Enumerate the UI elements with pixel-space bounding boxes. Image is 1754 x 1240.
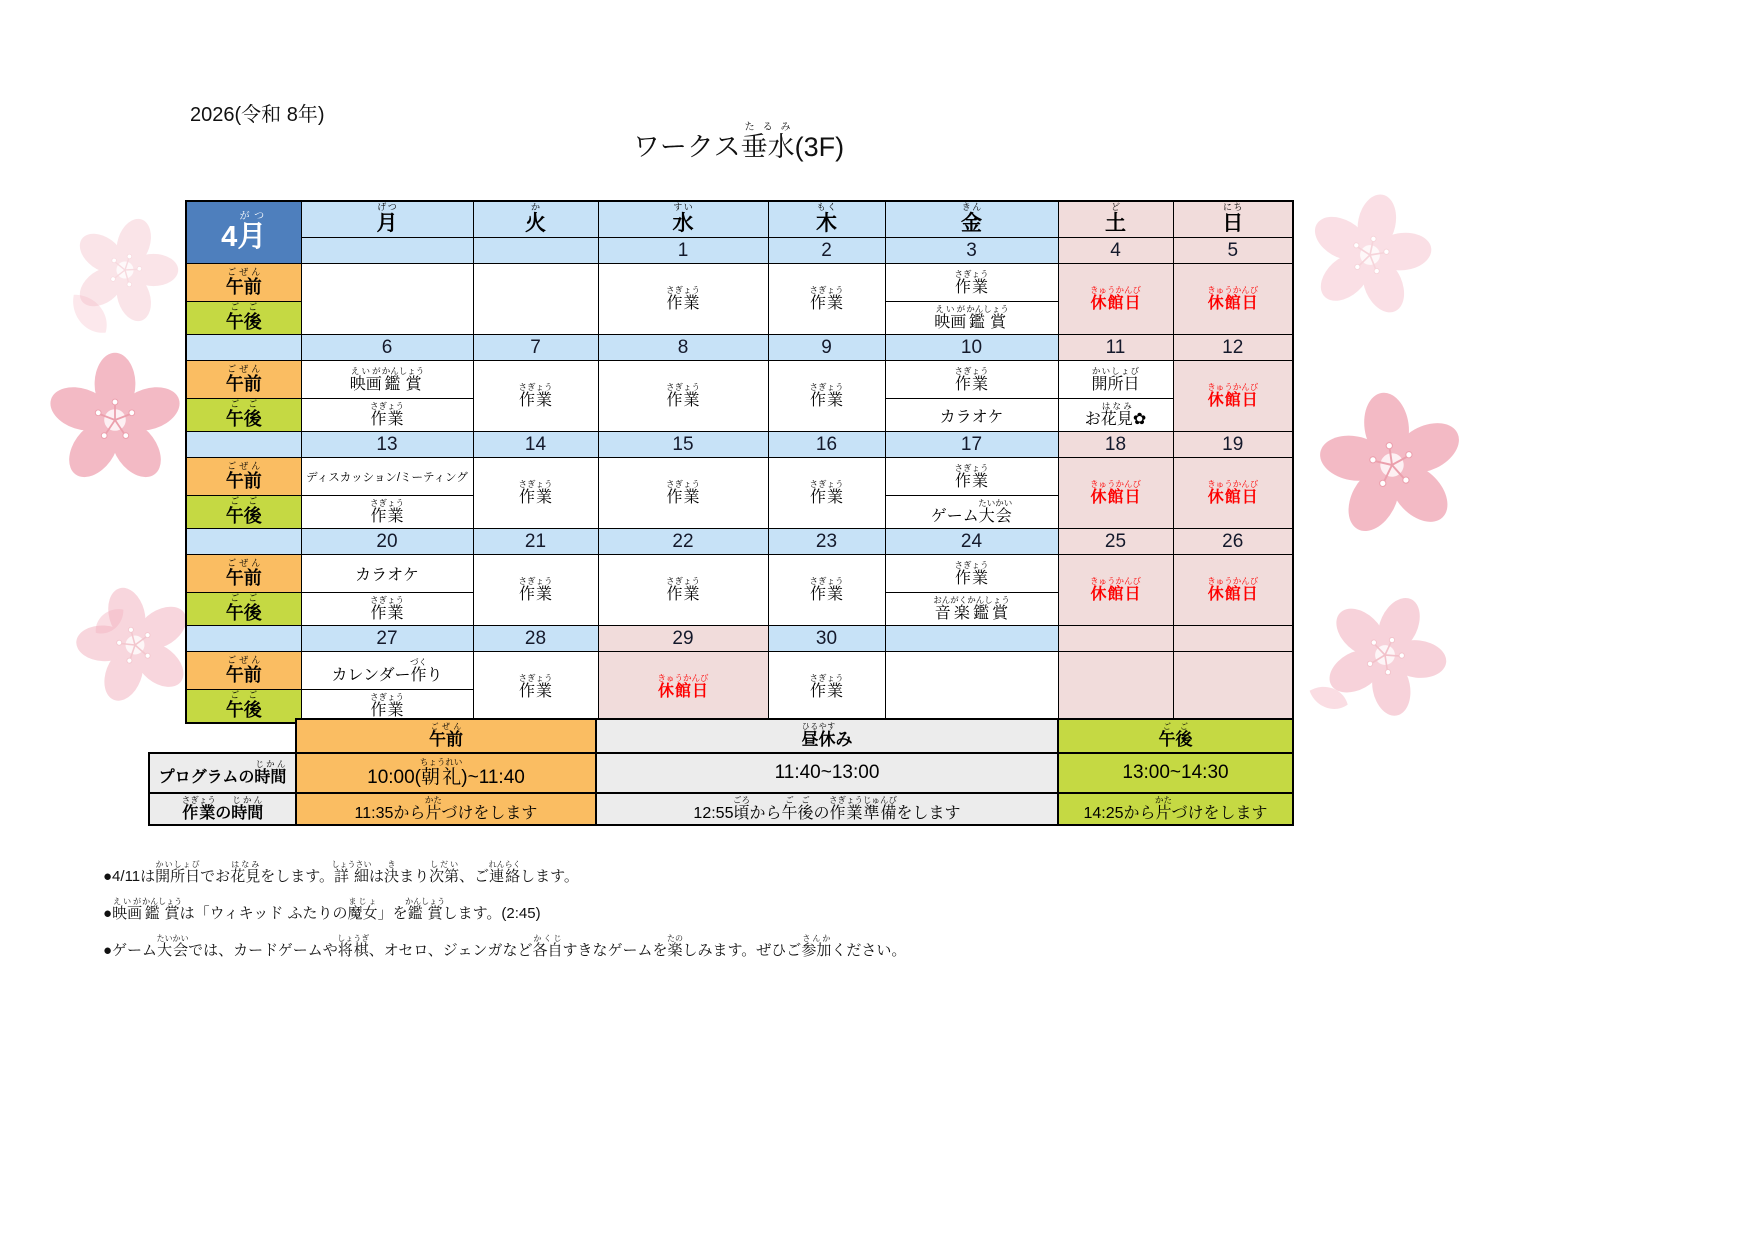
day-header: 火か [473, 201, 598, 238]
activity-cell-am: 映画えいが鑑賞かんしょう [301, 361, 473, 399]
date-cell: 13 [301, 432, 473, 458]
date-cell [1058, 626, 1173, 652]
date-cell: 29 [598, 626, 768, 652]
schedule-value-pm: 14:25から片かたづけをします [1058, 793, 1293, 825]
day-header: 土ど [1058, 201, 1173, 238]
date-row-spacer [186, 529, 301, 555]
activity-cell: 休館日きゅうかんび [1173, 361, 1293, 432]
date-cell: 12 [1173, 335, 1293, 361]
date-row-spacer [186, 626, 301, 652]
date-cell: 2 [768, 238, 885, 264]
schedule-value-am: 11:35から片かたづけをします [296, 793, 596, 825]
activity-cell: 作業さぎょう [598, 361, 768, 432]
activity-cell [885, 652, 1058, 724]
sakura-blossom [1307, 382, 1478, 546]
schedule-row-label: 作業さぎょうの時間じかん [149, 793, 296, 825]
date-cell: 10 [885, 335, 1058, 361]
date-row-spacer [186, 335, 301, 361]
date-cell [473, 238, 598, 264]
activity-cell-am: 作業さぎょう [885, 361, 1058, 399]
date-row-spacer [186, 432, 301, 458]
activity-cell: 休館日きゅうかんび [1058, 264, 1173, 335]
date-cell: 8 [598, 335, 768, 361]
day-header: 木もく [768, 201, 885, 238]
date-cell: 25 [1058, 529, 1173, 555]
sakura-blossom [45, 353, 185, 487]
am-row-label: 午前ごぜん [186, 264, 301, 302]
activity-cell: 休館日きゅうかんび [1058, 458, 1173, 529]
schedule-value-pm: 13:00~14:30 [1058, 753, 1293, 793]
pm-row-label: 午後ごご [186, 399, 301, 432]
schedule-value-am: 10:00(朝礼ちょうれい)~11:40 [296, 753, 596, 793]
time-schedule-table [148, 718, 1294, 826]
activity-cell-am: 作業さぎょう [885, 555, 1058, 593]
activity-cell: 作業さぎょう [768, 458, 885, 529]
schedule-value-lunch: 12:55頃ごろから午後ごごの作業準備さぎょうじゅんびをします [596, 793, 1058, 825]
sakura-petal [90, 603, 129, 640]
calendar-table [185, 200, 1294, 724]
activity-cell: 作業さぎょう [473, 458, 598, 529]
date-cell: 7 [473, 335, 598, 361]
activity-cell: 作業さぎょう [598, 458, 768, 529]
date-cell: 28 [473, 626, 598, 652]
date-cell: 24 [885, 529, 1058, 555]
schedule-value-lunch: 11:40~13:00 [596, 753, 1058, 793]
activity-cell-am: 開所日かいしょび [1058, 361, 1173, 399]
activity-cell: 休館日きゅうかんび [1058, 555, 1173, 626]
activity-cell-am: 作業さぎょう [885, 264, 1058, 302]
day-header: 水すい [598, 201, 768, 238]
date-cell: 22 [598, 529, 768, 555]
activity-cell: 作業さぎょう [768, 555, 885, 626]
activity-cell [473, 264, 598, 335]
day-header: 月げつ [301, 201, 473, 238]
facility-title: ワークス垂水たるみ(3F) [632, 122, 845, 162]
activity-cell-pm: 作業さぎょう [301, 690, 473, 724]
sakura-petal [64, 287, 115, 341]
notes-section [103, 860, 906, 971]
date-cell: 1 [598, 238, 768, 264]
am-row-label: 午前ごぜん [186, 458, 301, 496]
date-cell: 9 [768, 335, 885, 361]
activity-cell-pm: 作業さぎょう [301, 399, 473, 432]
note-item: ●ゲーム大会たいかいでは、カードゲームや将棋しょうぎ、オセロ、ジェンガなど各自かくじすきなゲームを楽たのしみます。ぜひご参加さんかください。 [103, 934, 907, 959]
am-row-label: 午前ごぜん [186, 361, 301, 399]
activity-cell [301, 264, 473, 335]
note-item: ●映画えいが鑑賞かんしょうは「ウィキッド ふたりの魔女まじょ」を鑑賞かんしょうします。(2:45) [103, 897, 541, 922]
am-row-label: 午前ごぜん [186, 652, 301, 690]
activity-cell: 作業さぎょう [598, 264, 768, 335]
activity-cell: 作業さぎょう [473, 555, 598, 626]
date-cell: 6 [301, 335, 473, 361]
date-cell: 15 [598, 432, 768, 458]
activity-cell-am: カレンダー作づくり [301, 652, 473, 690]
activity-cell-pm: 作業さぎょう [301, 496, 473, 529]
activity-cell: 作業さぎょう [473, 652, 598, 724]
sakura-blossom [1294, 181, 1445, 328]
sakura-blossom [1301, 572, 1469, 737]
activity-cell-am: カラオケ [301, 555, 473, 593]
month-cell: 4月がつ [186, 201, 301, 264]
schedule-header-am: 午前ごぜん [296, 719, 596, 753]
activity-cell [1058, 652, 1173, 724]
date-cell: 18 [1058, 432, 1173, 458]
schedule-header-lunch: 昼休ひるやすみ [596, 719, 1058, 753]
sakura-petal [1306, 681, 1351, 714]
schedule-row-label: プログラムの時間じかん [149, 753, 296, 793]
day-header: 日にち [1173, 201, 1293, 238]
date-cell: 14 [473, 432, 598, 458]
activity-cell: 休館日きゅうかんび [598, 652, 768, 724]
am-row-label: 午前ごぜん [186, 555, 301, 593]
activity-cell-am: ディスカッション/ミーティング [301, 458, 473, 496]
activity-cell: 作業さぎょう [598, 555, 768, 626]
pm-row-label: 午後ごご [186, 302, 301, 335]
activity-cell: 休館日きゅうかんび [1173, 458, 1293, 529]
date-cell: 23 [768, 529, 885, 555]
date-cell: 5 [1173, 238, 1293, 264]
activity-cell [1173, 652, 1293, 724]
date-cell: 4 [1058, 238, 1173, 264]
year-title: 2026(令和 8年) [190, 104, 325, 126]
date-cell: 16 [768, 432, 885, 458]
date-cell: 19 [1173, 432, 1293, 458]
activity-cell: 休館日きゅうかんび [1173, 555, 1293, 626]
activity-cell-pm: ゲーム大会たいかい [885, 496, 1058, 529]
date-cell [1173, 626, 1293, 652]
note-item: ●4/11は開所日かいしょびでお花見はなみをします。詳細しょうさいは決きまり次第しだい、ご連絡れんらくします。 [103, 860, 579, 885]
activity-cell: 作業さぎょう [768, 361, 885, 432]
activity-cell: 作業さぎょう [768, 652, 885, 724]
date-cell: 20 [301, 529, 473, 555]
date-cell [301, 238, 473, 264]
activity-cell-pm: 音楽鑑賞おんがくかんしょう [885, 593, 1058, 626]
date-cell [885, 626, 1058, 652]
date-cell: 17 [885, 432, 1058, 458]
sakura-blossom [56, 202, 194, 337]
activity-cell: 作業さぎょう [473, 361, 598, 432]
activity-cell-am: 作業さぎょう [885, 458, 1058, 496]
date-cell: 30 [768, 626, 885, 652]
date-cell: 27 [301, 626, 473, 652]
activity-cell-pm: お花見はなみ✿ [1058, 399, 1173, 432]
date-cell: 11 [1058, 335, 1173, 361]
activity-cell-pm: 作業さぎょう [301, 593, 473, 626]
day-header: 金きん [885, 201, 1058, 238]
schedule-corner-spacer [149, 719, 296, 753]
pm-row-label: 午後ごご [186, 690, 301, 724]
date-cell: 21 [473, 529, 598, 555]
pm-row-label: 午後ごご [186, 593, 301, 626]
date-cell: 3 [885, 238, 1058, 264]
schedule-header-pm: 午後ごご [1058, 719, 1293, 753]
date-cell: 26 [1173, 529, 1293, 555]
activity-cell-pm: カラオケ [885, 399, 1058, 432]
activity-cell: 作業さぎょう [768, 264, 885, 335]
activity-cell: 休館日きゅうかんび [1173, 264, 1293, 335]
pm-row-label: 午後ごご [186, 496, 301, 529]
activity-cell-pm: 映画えいが鑑賞かんしょう [885, 302, 1058, 335]
